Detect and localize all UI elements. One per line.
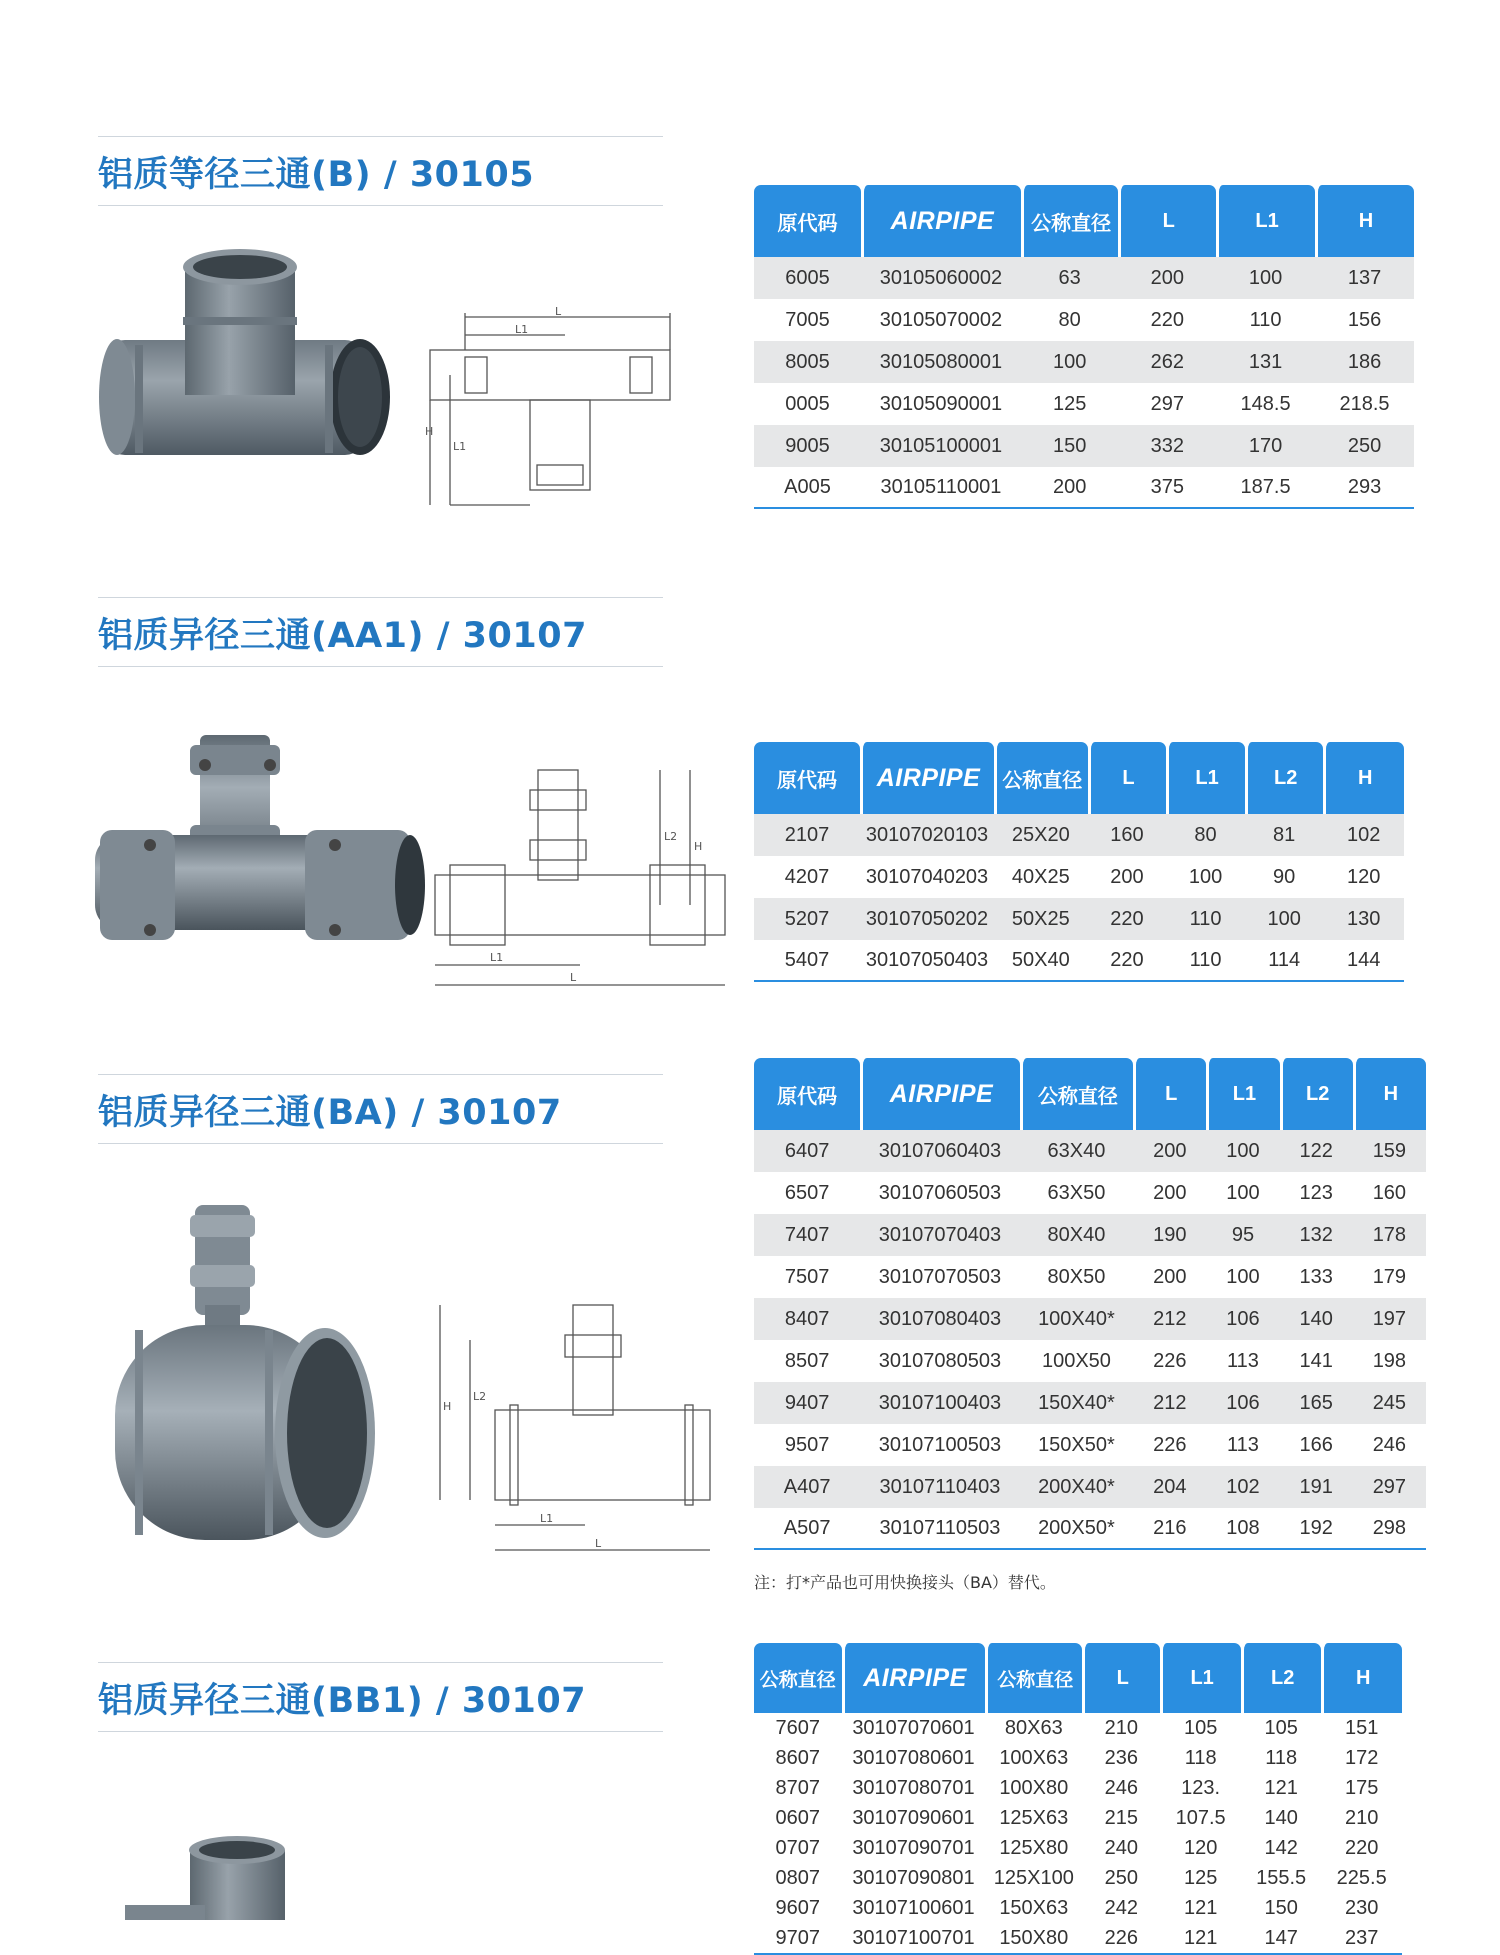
table-row — [754, 1773, 1402, 1803]
table-cell: 210 — [1321, 1803, 1402, 1833]
table-cell: 132 — [1280, 1214, 1353, 1256]
table-row — [754, 1833, 1402, 1863]
table-cell: 200 — [1133, 1172, 1206, 1214]
table-cell: 178 — [1353, 1214, 1426, 1256]
table-cell: 172 — [1321, 1743, 1402, 1773]
table-cell: 297 — [1353, 1466, 1426, 1508]
table-cell: 81 — [1245, 814, 1324, 856]
table-cell: 100 — [1021, 341, 1119, 383]
col-header: L — [1133, 1058, 1206, 1130]
table-cell: 30107080403 — [860, 1298, 1019, 1340]
table-cell: 30107110403 — [860, 1466, 1019, 1508]
table-cell: 107.5 — [1160, 1803, 1241, 1833]
col-header: 公称直径 — [1021, 185, 1119, 257]
table-cell: 123. — [1160, 1773, 1241, 1803]
tee-drawing-aa1 — [430, 765, 735, 990]
table-cell: 165 — [1280, 1382, 1353, 1424]
table-cell: 80X50 — [1020, 1256, 1134, 1298]
table-cell: 102 — [1206, 1466, 1279, 1508]
col-header-brand: AIRPIPE — [860, 1058, 1019, 1130]
table-cell: 100X63 — [985, 1743, 1082, 1773]
col-header: L1 — [1216, 185, 1315, 257]
table-cell: 245 — [1353, 1382, 1426, 1424]
table-cell: 30107090601 — [842, 1803, 986, 1833]
table-cell: 6005 — [754, 257, 861, 299]
table-cell: 8507 — [754, 1340, 860, 1382]
tee-photo-bb1 — [125, 1835, 325, 1920]
table-row — [754, 341, 1414, 383]
table-cell: 30107070503 — [860, 1256, 1019, 1298]
table-cell: 216 — [1133, 1508, 1206, 1550]
table-cell: 90 — [1245, 856, 1324, 898]
section-title: 铝质异径三通(BB1) / 30107 — [98, 1681, 587, 1721]
table-cell: 125 — [1160, 1863, 1241, 1893]
table-cell: 30107080701 — [842, 1773, 986, 1803]
table-cell: 0807 — [754, 1863, 842, 1893]
table-cell: 142 — [1241, 1833, 1322, 1863]
table-cell: 30107020103 — [860, 814, 994, 856]
drawing-label: L1 — [515, 323, 529, 336]
spec-table-bb1 — [754, 1643, 1402, 1955]
table-cell: 140 — [1280, 1298, 1353, 1340]
table-cell: 225.5 — [1321, 1863, 1402, 1893]
table-cell: 30107070601 — [842, 1713, 986, 1743]
col-header: L2 — [1245, 742, 1324, 814]
col-header: L1 — [1206, 1058, 1279, 1130]
table-cell: 105 — [1241, 1713, 1322, 1743]
table-cell: 80X63 — [985, 1713, 1082, 1743]
table-cell: 30107080601 — [842, 1743, 986, 1773]
table-cell: 220 — [1321, 1833, 1402, 1863]
col-header: 公称直径 — [994, 742, 1088, 814]
table-row — [754, 467, 1414, 509]
table-cell: 226 — [1082, 1923, 1160, 1955]
table-row — [754, 1172, 1426, 1214]
table-cell: 179 — [1353, 1256, 1426, 1298]
table-row — [754, 299, 1414, 341]
table-row — [754, 1508, 1426, 1550]
table-cell: 6407 — [754, 1130, 860, 1172]
table-cell: 7005 — [754, 299, 861, 341]
table-cell: 100 — [1206, 1130, 1279, 1172]
table-cell: 108 — [1206, 1508, 1279, 1550]
table-cell: 220 — [1118, 299, 1216, 341]
table-cell: 200 — [1021, 467, 1119, 509]
table-cell: 197 — [1353, 1298, 1426, 1340]
table-cell: 7407 — [754, 1214, 860, 1256]
section-title-wrap — [98, 1662, 663, 1732]
col-header: H — [1353, 1058, 1426, 1130]
table-row — [754, 1466, 1426, 1508]
table-row — [754, 425, 1414, 467]
table-cell: A507 — [754, 1508, 860, 1550]
table-cell: 6507 — [754, 1172, 860, 1214]
table-row — [754, 1923, 1402, 1955]
table-cell: 200X40* — [1020, 1466, 1134, 1508]
table-cell: 160 — [1353, 1172, 1426, 1214]
table-cell: 30105090001 — [861, 383, 1021, 425]
table-cell: 7507 — [754, 1256, 860, 1298]
table-cell: 8607 — [754, 1743, 842, 1773]
tee-photo-ba — [95, 1205, 380, 1550]
table-cell: A407 — [754, 1466, 860, 1508]
col-header: L2 — [1241, 1643, 1322, 1713]
table-cell: 100 — [1166, 856, 1245, 898]
table-cell: 100 — [1245, 898, 1324, 940]
table-cell: 230 — [1321, 1893, 1402, 1923]
drawing-label: H — [694, 840, 703, 853]
table-cell: 50X40 — [994, 940, 1088, 982]
col-header-brand: AIRPIPE — [860, 742, 994, 814]
table-cell: 4207 — [754, 856, 860, 898]
table-cell: 246 — [1353, 1424, 1426, 1466]
table-row — [754, 383, 1414, 425]
table-row — [754, 1130, 1426, 1172]
table-cell: 100 — [1206, 1256, 1279, 1298]
table-cell: 200X50* — [1020, 1508, 1134, 1550]
table-cell: 8005 — [754, 341, 861, 383]
table-cell: 95 — [1206, 1214, 1279, 1256]
table-cell: 200 — [1118, 257, 1216, 299]
table-cell: 250 — [1082, 1863, 1160, 1893]
table-row — [754, 940, 1404, 982]
table-cell: 150X63 — [985, 1893, 1082, 1923]
table-cell: 100X40* — [1020, 1298, 1134, 1340]
table-cell: 220 — [1088, 898, 1167, 940]
section-title-wrap — [98, 136, 663, 206]
table-cell: 63X40 — [1020, 1130, 1134, 1172]
table-cell: 131 — [1216, 341, 1315, 383]
drawing-label: L1 — [490, 951, 504, 964]
table-cell: 121 — [1241, 1773, 1322, 1803]
spec-table-ba — [754, 1058, 1426, 1550]
tee-photo-b — [95, 245, 395, 475]
table-cell: 30107110503 — [860, 1508, 1019, 1550]
table-cell: 100X50 — [1020, 1340, 1134, 1382]
drawing-label: L — [570, 971, 577, 984]
table-cell: 100X80 — [985, 1773, 1082, 1803]
table-cell: 204 — [1133, 1466, 1206, 1508]
table-cell: 30107100601 — [842, 1893, 986, 1923]
table-cell: 110 — [1166, 940, 1245, 982]
table-cell: 242 — [1082, 1893, 1160, 1923]
table-cell: 133 — [1280, 1256, 1353, 1298]
section-title-wrap — [98, 1074, 663, 1144]
table-cell: 332 — [1118, 425, 1216, 467]
table-row — [754, 1893, 1402, 1923]
table-cell: 297 — [1118, 383, 1216, 425]
table-cell: 246 — [1082, 1773, 1160, 1803]
table-cell: 160 — [1088, 814, 1167, 856]
col-header: 原代码 — [754, 742, 860, 814]
col-header: 原代码 — [754, 185, 861, 257]
table-cell: 144 — [1323, 940, 1404, 982]
section-title: 铝质异径三通(AA1) / 30107 — [98, 616, 587, 656]
table-cell: 293 — [1315, 467, 1414, 509]
table-cell: 120 — [1160, 1833, 1241, 1863]
table-cell: 220 — [1088, 940, 1167, 982]
table-cell: 30107060503 — [860, 1172, 1019, 1214]
col-header: L2 — [1280, 1058, 1353, 1130]
table-cell: 190 — [1133, 1214, 1206, 1256]
table-cell: 0005 — [754, 383, 861, 425]
table-cell: 30107060403 — [860, 1130, 1019, 1172]
table-cell: 5207 — [754, 898, 860, 940]
table-row — [754, 1340, 1426, 1382]
table-cell: 2107 — [754, 814, 860, 856]
spec-table-aa1 — [754, 742, 1404, 982]
table-cell: 25X20 — [994, 814, 1088, 856]
table-cell: 113 — [1206, 1340, 1279, 1382]
table-cell: 121 — [1160, 1923, 1241, 1955]
drawing-label: L1 — [453, 440, 467, 453]
table-cell: 198 — [1353, 1340, 1426, 1382]
table-cell: 9407 — [754, 1382, 860, 1424]
table-cell: 187.5 — [1216, 467, 1315, 509]
tee-drawing-b — [425, 305, 675, 510]
col-header-brand: AIRPIPE — [842, 1643, 986, 1713]
table-cell: 30107100503 — [860, 1424, 1019, 1466]
table-row — [754, 814, 1404, 856]
table-cell: 125X80 — [985, 1833, 1082, 1863]
col-header: L1 — [1160, 1643, 1241, 1713]
table-cell: 5407 — [754, 940, 860, 982]
table-cell: 170 — [1216, 425, 1315, 467]
drawing-label: L2 — [664, 830, 678, 843]
table-cell: A005 — [754, 467, 861, 509]
table-cell: 30107080503 — [860, 1340, 1019, 1382]
drawing-label: H — [425, 425, 434, 438]
table-cell: 121 — [1160, 1893, 1241, 1923]
table-cell: 122 — [1280, 1130, 1353, 1172]
table-cell: 192 — [1280, 1508, 1353, 1550]
table-cell: 63X50 — [1020, 1172, 1134, 1214]
col-header: H — [1315, 185, 1414, 257]
table-row — [754, 856, 1404, 898]
table-cell: 8407 — [754, 1298, 860, 1340]
table-cell: 125 — [1021, 383, 1119, 425]
drawing-label: H — [443, 1400, 452, 1413]
table-cell: 63 — [1021, 257, 1119, 299]
section-title-wrap — [98, 597, 663, 667]
table-cell: 102 — [1323, 814, 1404, 856]
table-cell: 159 — [1353, 1130, 1426, 1172]
table-cell: 106 — [1206, 1298, 1279, 1340]
table-cell: 30105060002 — [861, 257, 1021, 299]
table-cell: 118 — [1160, 1743, 1241, 1773]
table-cell: 106 — [1206, 1382, 1279, 1424]
table-row — [754, 1713, 1402, 1743]
table-cell: 118 — [1241, 1743, 1322, 1773]
table-cell: 110 — [1216, 299, 1315, 341]
table-cell: 130 — [1323, 898, 1404, 940]
table-cell: 151 — [1321, 1713, 1402, 1743]
table-cell: 50X25 — [994, 898, 1088, 940]
table-cell: 200 — [1133, 1256, 1206, 1298]
tee-drawing-ba — [435, 1300, 720, 1555]
table-cell: 30107050403 — [860, 940, 994, 982]
table-cell: 30105070002 — [861, 299, 1021, 341]
drawing-label: L — [555, 305, 562, 318]
section-title: 铝质异径三通(BA) / 30107 — [98, 1093, 562, 1133]
table-cell: 140 — [1241, 1803, 1322, 1833]
spec-table-b — [754, 185, 1414, 509]
table-cell: 262 — [1118, 341, 1216, 383]
col-header: L1 — [1166, 742, 1245, 814]
table-cell: 237 — [1321, 1923, 1402, 1955]
col-header: 公称直径 — [985, 1643, 1082, 1713]
table-row — [754, 1743, 1402, 1773]
table-cell: 147 — [1241, 1923, 1322, 1955]
table-cell: 80X40 — [1020, 1214, 1134, 1256]
table-cell: 298 — [1353, 1508, 1426, 1550]
table-cell: 141 — [1280, 1340, 1353, 1382]
table-cell: 150X40* — [1020, 1382, 1134, 1424]
table-cell: 80 — [1166, 814, 1245, 856]
table-cell: 9507 — [754, 1424, 860, 1466]
table-row — [754, 1382, 1426, 1424]
table-cell: 150 — [1241, 1893, 1322, 1923]
table-row — [754, 1863, 1402, 1893]
table-cell: 375 — [1118, 467, 1216, 509]
table-cell: 148.5 — [1216, 383, 1315, 425]
table-cell: 175 — [1321, 1773, 1402, 1803]
table-cell: 186 — [1315, 341, 1414, 383]
table-cell: 212 — [1133, 1298, 1206, 1340]
table-cell: 105 — [1160, 1713, 1241, 1743]
table-cell: 155.5 — [1241, 1863, 1322, 1893]
table-cell: 30107050202 — [860, 898, 994, 940]
table-cell: 226 — [1133, 1340, 1206, 1382]
drawing-label: L1 — [540, 1512, 554, 1525]
table-cell: 191 — [1280, 1466, 1353, 1508]
table-cell: 120 — [1323, 856, 1404, 898]
table-cell: 210 — [1082, 1713, 1160, 1743]
table-row — [754, 1256, 1426, 1298]
table-cell: 226 — [1133, 1424, 1206, 1466]
table-cell: 30105100001 — [861, 425, 1021, 467]
table-cell: 7607 — [754, 1713, 842, 1743]
table-row — [754, 257, 1414, 299]
table-cell: 30107100701 — [842, 1923, 986, 1955]
table-cell: 218.5 — [1315, 383, 1414, 425]
table-cell: 110 — [1166, 898, 1245, 940]
table-cell: 30107090801 — [842, 1863, 986, 1893]
col-header: H — [1323, 742, 1404, 814]
table-cell: 125X63 — [985, 1803, 1082, 1833]
table-cell: 150X80 — [985, 1923, 1082, 1955]
table-cell: 236 — [1082, 1743, 1160, 1773]
table-cell: 9607 — [754, 1893, 842, 1923]
col-header-brand: AIRPIPE — [861, 185, 1021, 257]
table-cell: 30105110001 — [861, 467, 1021, 509]
table-cell: 80 — [1021, 299, 1119, 341]
table-row — [754, 898, 1404, 940]
col-header: L — [1088, 742, 1167, 814]
table-cell: 200 — [1088, 856, 1167, 898]
table-row — [754, 1424, 1426, 1466]
table-cell: 100 — [1206, 1172, 1279, 1214]
table-cell: 137 — [1315, 257, 1414, 299]
col-header: L — [1118, 185, 1216, 257]
table-row — [754, 1803, 1402, 1833]
table-cell: 156 — [1315, 299, 1414, 341]
table-cell: 150 — [1021, 425, 1119, 467]
table-cell: 40X25 — [994, 856, 1088, 898]
col-header: L — [1082, 1643, 1160, 1713]
table-cell: 30107100403 — [860, 1382, 1019, 1424]
drawing-label: L — [595, 1537, 602, 1550]
col-header: 公称直径 — [1020, 1058, 1134, 1130]
table-cell: 9005 — [754, 425, 861, 467]
table-cell: 215 — [1082, 1803, 1160, 1833]
table-cell: 30105080001 — [861, 341, 1021, 383]
drawing-label: L2 — [473, 1390, 487, 1403]
table-cell: 30107070403 — [860, 1214, 1019, 1256]
section-title: 铝质等径三通(B) / 30105 — [98, 155, 535, 195]
table-cell: 200 — [1133, 1130, 1206, 1172]
col-header: 公称直径 — [754, 1643, 842, 1713]
table-cell: 30107040203 — [860, 856, 994, 898]
col-header: H — [1321, 1643, 1402, 1713]
table-row — [754, 1214, 1426, 1256]
table-cell: 166 — [1280, 1424, 1353, 1466]
table-row — [754, 1298, 1426, 1340]
table-cell: 125X100 — [985, 1863, 1082, 1893]
table-cell: 0707 — [754, 1833, 842, 1863]
table-cell: 30107090701 — [842, 1833, 986, 1863]
table-cell: 212 — [1133, 1382, 1206, 1424]
table-cell: 114 — [1245, 940, 1324, 982]
table-cell: 100 — [1216, 257, 1315, 299]
table-cell: 240 — [1082, 1833, 1160, 1863]
table-cell: 150X50* — [1020, 1424, 1134, 1466]
table-cell: 8707 — [754, 1773, 842, 1803]
table-cell: 0607 — [754, 1803, 842, 1833]
table-cell: 250 — [1315, 425, 1414, 467]
table-cell: 123 — [1280, 1172, 1353, 1214]
col-header: 原代码 — [754, 1058, 860, 1130]
table-cell: 9707 — [754, 1923, 842, 1955]
table-note: 注：打*产品也可用快换接头（BA）替代。 — [754, 1573, 1056, 1592]
tee-photo-aa1 — [90, 725, 430, 985]
table-cell: 113 — [1206, 1424, 1279, 1466]
